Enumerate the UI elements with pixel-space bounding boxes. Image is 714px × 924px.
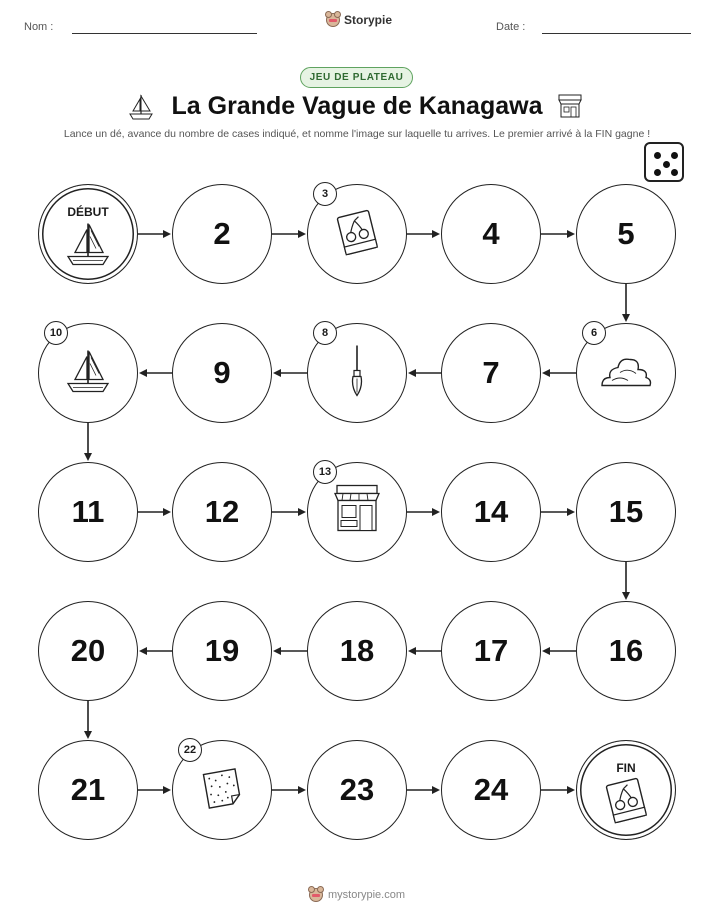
brush-icon — [342, 343, 372, 404]
cell-number-badge: 3 — [313, 182, 337, 206]
shop-icon — [329, 482, 385, 543]
board-cell[interactable] — [441, 184, 541, 284]
cell-number: 2 — [213, 216, 231, 251]
board-cell[interactable] — [307, 601, 407, 701]
board-cell[interactable] — [576, 184, 676, 284]
cell-label: DÉBUT — [67, 205, 109, 219]
board-cell[interactable] — [38, 601, 138, 701]
finish-cell[interactable] — [576, 740, 676, 840]
cell-number: 5 — [617, 216, 635, 251]
board-cell[interactable] — [441, 601, 541, 701]
board-cell[interactable] — [172, 184, 272, 284]
boat-icon — [63, 346, 113, 401]
cell-number: 24 — [473, 772, 509, 807]
cell-number: 21 — [70, 772, 106, 807]
board-cell[interactable] — [576, 323, 676, 423]
board-cell[interactable] — [576, 462, 676, 562]
cherry-box-icon — [331, 206, 383, 263]
footer-logo — [309, 888, 323, 902]
cell-number-badge: 22 — [178, 738, 202, 762]
board-cell[interactable] — [172, 601, 272, 701]
board-cell[interactable] — [307, 184, 407, 284]
cell-number: 12 — [204, 494, 240, 529]
cell-number-badge: 10 — [44, 321, 68, 345]
cell-number: 14 — [473, 494, 509, 529]
footer — [0, 888, 714, 902]
date-label: Date : — [496, 21, 526, 33]
cell-number: 19 — [204, 633, 240, 668]
board-cell[interactable] — [172, 462, 272, 562]
cherry-box-icon — [600, 773, 652, 830]
board-cell[interactable] — [38, 740, 138, 840]
cell-number: 9 — [213, 355, 231, 390]
cell-number: 17 — [473, 633, 509, 668]
board-cell[interactable] — [38, 462, 138, 562]
paper-icon — [200, 766, 244, 815]
cell-number: 20 — [70, 633, 106, 668]
sand-pile-icon — [598, 348, 654, 399]
footer-url[interactable]: mystorypie.com — [327, 889, 406, 901]
board-cell[interactable] — [307, 740, 407, 840]
board-cell[interactable] — [441, 462, 541, 562]
cell-number: 18 — [339, 633, 375, 668]
brand-name: Storypie — [344, 13, 393, 27]
board-cell[interactable] — [172, 740, 272, 840]
bear-icon — [309, 888, 323, 902]
cell-number-badge: 6 — [582, 321, 606, 345]
cell-number: 11 — [71, 494, 105, 529]
cell-label: FIN — [616, 761, 636, 775]
page-title: La Grande Vague de Kanagawa — [171, 92, 543, 120]
cell-number-badge: 13 — [313, 460, 337, 484]
board-cell[interactable] — [307, 323, 407, 423]
cell-number-badge: 8 — [313, 321, 337, 345]
board-cell[interactable] — [441, 323, 541, 423]
board-cell[interactable] — [38, 323, 138, 423]
start-cell[interactable] — [38, 184, 138, 284]
name-label: Nom : — [24, 21, 54, 33]
cell-number: 4 — [482, 216, 500, 251]
board-cell[interactable] — [307, 462, 407, 562]
cell-number: 23 — [339, 772, 375, 807]
board-cell[interactable] — [172, 323, 272, 423]
category-tag: JEU DE PLATEAU — [300, 67, 413, 88]
board-cell[interactable] — [576, 601, 676, 701]
cell-number: 15 — [608, 494, 644, 529]
instructions: Lance un dé, avance du nombre de cases indiqué, et nomme l'image sur laquelle tu arrives. Le premier arrivé à la FIN gagne ! — [63, 128, 651, 140]
cell-number: 7 — [482, 355, 500, 390]
cell-number: 16 — [608, 633, 644, 668]
boat-icon — [63, 218, 113, 273]
board-cell[interactable] — [441, 740, 541, 840]
